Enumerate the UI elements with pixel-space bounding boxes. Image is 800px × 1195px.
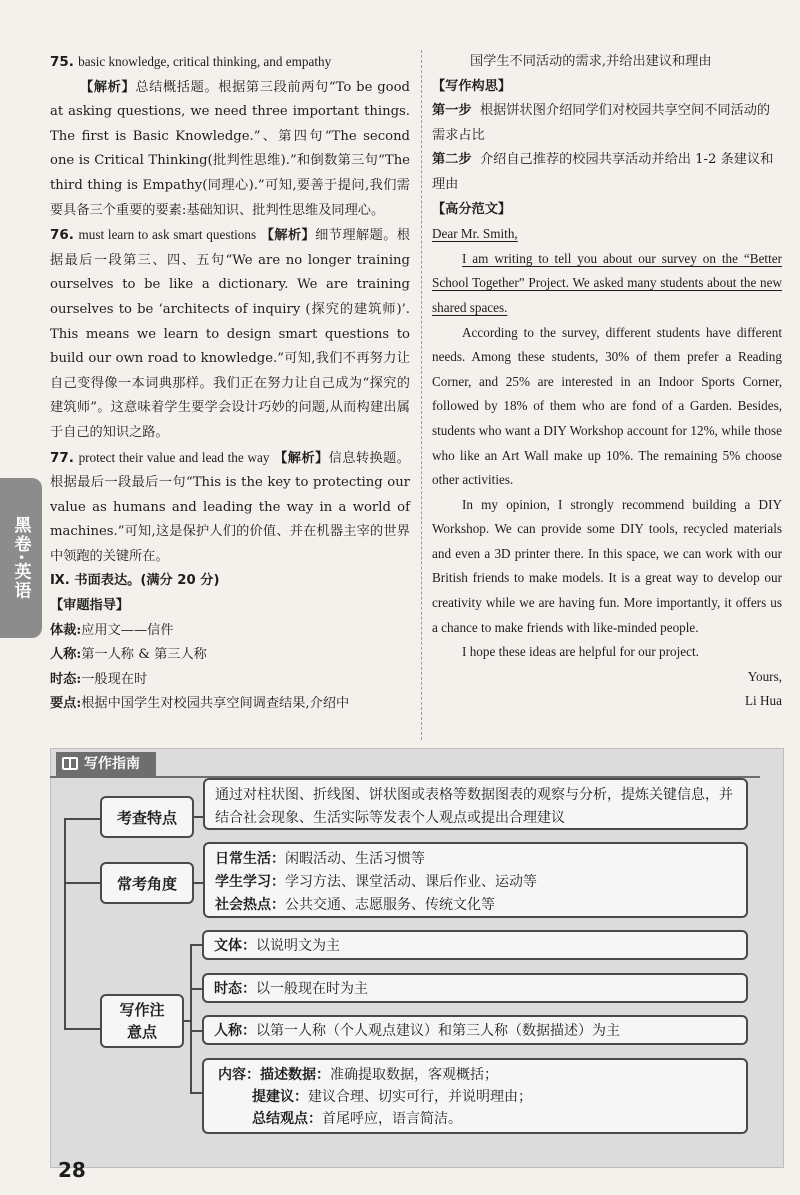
analysis-text: 总结概括题。根据第三段前两句“To be good at asking questions, we need three important things. The first is Basic Knowledge.”、第四句“The second one is Critical Thinking(批判性思维).”和倒数第三句“The third thing is Empathy(同理心).”可知,要善于提问,我们需要具备三个重要的要素:基础知识、批判性思维及同理心。: [50, 79, 410, 218]
guide-item: 时态:一般现在时: [50, 671, 148, 687]
tree-branch: [64, 1028, 100, 1030]
letter-paragraph-2: According to the survey, different students have different needs. Among these students, 30% of them prefer a Reading Corner, and 25% are interested in an Indoor Sports Corner, followed by 18% of them who are fond of a Garden. Besides, students who want a DIY Workshop account for 12%, while those who like an Art Wall make up 10%. The remaining 5% choose other activities.: [432, 324, 782, 488]
exam-features-text: 通过对柱状图、折线图、饼状图或表格等数据图表的观察与分析，提炼关键信息，并结合社会现象、生活实际等发表个人观点或提出合理建议: [203, 778, 748, 830]
side-tab: 黑卷·英语: [0, 478, 42, 638]
subsection-heading: 【写作构思】: [432, 78, 512, 94]
note-tense: 时态：以一般现在时为主: [202, 973, 748, 1003]
label-writing-notes: 写作注意点: [100, 994, 184, 1048]
content-row: 内容：描述数据：准确提取数据，客观概括；: [218, 1067, 498, 1083]
letter-paragraph-4: I hope these ideas are helpful for our project.: [462, 644, 699, 660]
right-column: [432, 50, 782, 714]
guide-item: 体裁:应用文——信件: [50, 622, 174, 638]
angle-social-topics: 社会热点：公共交通、志愿服务、传统文化等: [215, 897, 495, 913]
analysis-text: 信息转换题。根据最后一段最后一句“This is the key to protecting our value as humans and leading the way in a world of machines.”可知,这是保护人们的价值、并在机器主宰的世界中领跑的关键所在。: [50, 450, 410, 564]
answer-text: basic knowledge, critical thinking, and empathy: [78, 54, 332, 69]
subsection-heading: 【审题指导】: [50, 598, 130, 614]
analysis-tag: 【解析】: [80, 79, 136, 95]
letter-paragraph-3: In my opinion, I strongly recommend building a DIY Workshop. We can provide some DIY tools, recycled materials and even a 3D printer there. In this space, we can work with our British friends to make models. It is a great way to develop our creativity while we are having fun. More importantly, it offers us a chance to make friends with like-minded people.: [432, 496, 782, 635]
writing-guide-header: [56, 752, 156, 776]
letter-closing: Yours,: [747, 668, 782, 684]
label-common-angles: 常考角度: [100, 862, 194, 904]
section-title: Ⅸ. 书面表达。(满分 20 分): [50, 573, 220, 589]
question-75: [50, 50, 410, 223]
label-exam-features: 考查特点: [100, 796, 194, 838]
tree-trunk: [64, 818, 66, 1030]
guide-item: 要点:根据中国学生对校园共享空间调查结果,介绍中: [50, 696, 350, 712]
continued-text: 国学生不同活动的需求,并给出建议和理由: [470, 54, 712, 69]
note-person: 人称：以第一人称（个人观点建议）和第三人称（数据描述）为主: [202, 1015, 748, 1045]
writing-guide-title: 写作指南: [84, 756, 140, 772]
guide-item: 人称:第一人称 & 第三人称: [50, 647, 207, 663]
note-genre: 文体：以说明文为主: [202, 930, 748, 960]
analysis-tag: 【解析】: [274, 450, 329, 466]
step-two: 第二步 介绍自己推荐的校园共享活动并给出 1-2 条建议和理由: [432, 152, 774, 192]
content-row: 提建议：建议合理、切实可行，并说明理由；: [252, 1089, 532, 1105]
letter-signature: Li Hua: [745, 693, 782, 709]
question-76: [50, 223, 410, 445]
note-content: [202, 1058, 748, 1134]
tree-branch: [190, 988, 202, 990]
letter-paragraph-1: I am writing to tell you about our survey on the “Better School Together” Project. We asked many students about the new shared spaces.: [432, 250, 782, 315]
answer-text: protect their value and lead the way: [78, 449, 270, 465]
question-number: 75.: [50, 54, 74, 70]
analysis-tag: 【解析】: [260, 228, 316, 244]
tree-branch: [190, 944, 202, 946]
question-77: [50, 446, 410, 570]
subsection-heading: 【高分范文】: [432, 201, 512, 217]
step-one: 第一步 根据饼状图介绍同学们对校园共享空间不同活动的需求占比: [432, 103, 771, 143]
common-angles-text: [203, 842, 748, 918]
tree-branch: [64, 818, 100, 820]
question-number: 76.: [50, 227, 74, 244]
angle-daily-life: 日常生活：闲暇活动、生活习惯等: [215, 851, 425, 867]
answer-text: must learn to ask smart questions: [78, 227, 257, 243]
question-number: 77.: [50, 449, 74, 466]
tree-branch: [64, 882, 100, 884]
content-row: 总结观点：首尾呼应，语言简洁。: [252, 1111, 462, 1127]
page-number: 28: [58, 1158, 86, 1182]
sub-trunk: [190, 944, 192, 1092]
analysis-text: 细节理解题。根据最后一段第三、四、五句“We are no longer training ourselves to be like a dictionary. We are training ourselves to be ‘architects of inquiry (探究的建筑师)’. This means we learn to design smart questions to build our own road to knowledge.”可知,我们不再努力让自己变得像一本词典那样。我们正在努力让自己成为“探究的建筑师”。这意味着学生要学会设计巧妙的问题,从而构建出属于自己的知识之路。: [50, 228, 411, 440]
column-divider: [421, 50, 422, 740]
tree-branch: [190, 1092, 202, 1094]
letter-salutation: Dear Mr. Smith,: [432, 226, 518, 242]
left-column: [50, 50, 410, 717]
angle-student-study: 学生学习：学习方法、课堂活动、课后作业、运动等: [215, 874, 537, 890]
tree-branch: [190, 1030, 202, 1032]
book-icon: [62, 757, 78, 770]
